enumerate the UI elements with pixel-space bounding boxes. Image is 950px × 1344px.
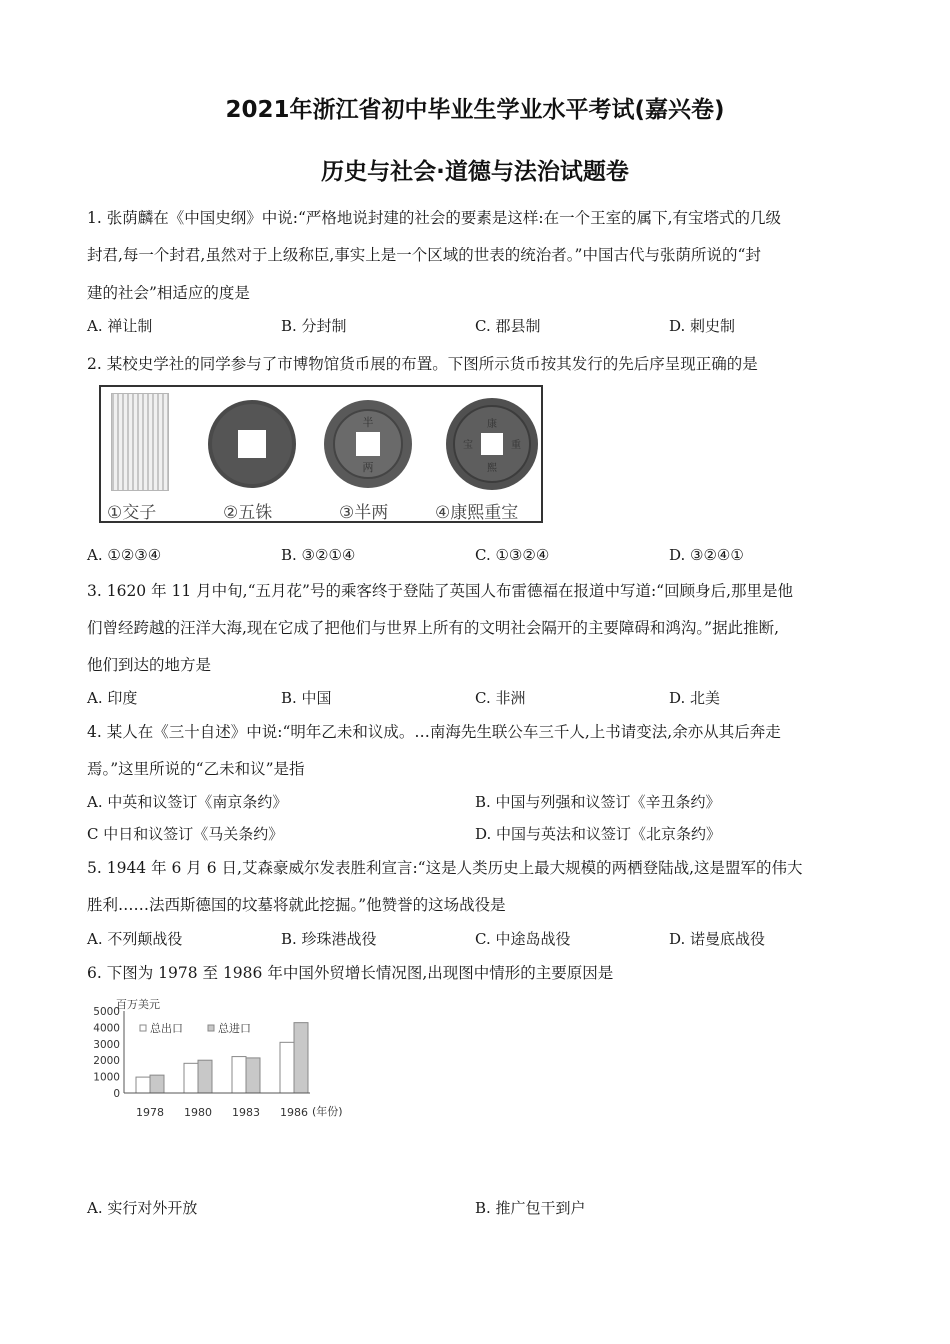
q2-option-d: D. ③②④① xyxy=(669,546,744,564)
bar-import xyxy=(198,1060,212,1093)
q6-option-a: A. 实行对外开放 xyxy=(87,1199,198,1217)
x-tick-label: 1983 xyxy=(232,1106,260,1119)
q2-option-b: B. ③②①④ xyxy=(281,546,356,564)
q3-line-1: 3. 1620 年 11 月中旬,“五月花”号的乘客终于登陆了英国人布雷德福在报道中写道:“回顾身后,那里是他 xyxy=(87,582,794,600)
svg-text:康: 康 xyxy=(487,419,497,430)
jiaozi-note-image xyxy=(111,393,169,491)
bar-export xyxy=(280,1042,294,1093)
banliang-coin-image xyxy=(323,399,413,489)
q3-line-3: 他们到达的地方是 xyxy=(87,656,212,674)
q4-line-2: 焉。”这里所说的“乙未和议”是指 xyxy=(87,760,305,778)
chart-y-label: 百万美元 xyxy=(116,998,160,1011)
q4-option-d: D. 中国与英法和议签订《北京条约》 xyxy=(475,825,722,843)
coin-label-wuzhu: ②五铢 xyxy=(223,503,273,523)
trade-bar-chart xyxy=(88,995,358,1125)
svg-text:半: 半 xyxy=(362,416,374,429)
q1-option-b: B. 分封制 xyxy=(281,317,347,335)
x-tick-label: 1978 xyxy=(136,1106,164,1119)
q5-option-d: D. 诺曼底战役 xyxy=(669,930,766,948)
q1-option-d: D. 刺史制 xyxy=(669,317,736,335)
svg-text:熙: 熙 xyxy=(487,463,497,474)
q5-option-c: C. 中途岛战役 xyxy=(475,930,571,948)
legend-label: 总出口 xyxy=(150,1022,183,1035)
legend-label: 总进口 xyxy=(218,1022,251,1035)
coin-label-banliang: ③半两 xyxy=(339,503,389,523)
q2-option-c: C. ①③②④ xyxy=(475,546,550,564)
y-tick-label: 2000 xyxy=(93,1055,120,1068)
q5-line-1: 5. 1944 年 6 月 6 日,艾森豪威尔发表胜利宣言:“这是人类历史上最大规模的两栖登陆战,这是盟军的伟大 xyxy=(87,859,803,877)
x-tick-label: 1980 xyxy=(184,1106,212,1119)
q6-option-b: B. 推广包干到户 xyxy=(475,1199,586,1217)
coin-label-kangxi: ④康熙重宝 xyxy=(435,503,519,523)
q4-option-a: A. 中英和议签订《南京条约》 xyxy=(87,793,288,811)
y-tick-label: 5000 xyxy=(93,1006,120,1018)
y-tick-label: 4000 xyxy=(93,1022,120,1035)
q2-option-a: A. ①②③④ xyxy=(87,546,162,564)
svg-text:两: 两 xyxy=(362,461,374,474)
chart-x-label: (年份) xyxy=(312,1105,343,1118)
svg-text:重: 重 xyxy=(511,440,521,451)
legend-swatch xyxy=(208,1025,214,1031)
q2-line-1: 2. 某校史学社的同学参与了市博物馆货币展的布置。下图所示货币按其发行的先后序呈现正确的是 xyxy=(87,355,758,373)
q5-option-b: B. 珍珠港战役 xyxy=(281,930,377,948)
q4-option-b: B. 中国与列强和议签订《辛丑条约》 xyxy=(475,793,721,811)
q3-option-a: A. 印度 xyxy=(87,689,138,707)
coin-figure xyxy=(99,385,543,523)
y-tick-label: 1000 xyxy=(93,1071,120,1084)
x-tick-label: 1986 xyxy=(280,1106,308,1119)
bar-export xyxy=(136,1077,150,1093)
q1-line-3: 建的社会”相适应的度是 xyxy=(87,284,250,302)
q5-line-2: 胜利……法西斯德国的坟墓将就此挖掘。”他赞誉的这场战役是 xyxy=(87,896,506,914)
bar-import xyxy=(294,1023,308,1093)
q4-option-c: C 中日和议签订《马关条约》 xyxy=(87,825,284,843)
q3-line-2: 们曾经跨越的汪洋大海,现在它成了把他们与世界上所有的文明社会隔开的主要障碍和鸿沟。”据此推断, xyxy=(87,619,780,637)
q4-line-1: 4. 某人在《三十自述》中说:“明年乙未和议成。…南海先生联公车三千人,上书请变法,余亦从其后奔走 xyxy=(87,723,781,741)
q1-option-c: C. 郡县制 xyxy=(475,317,541,335)
q3-option-d: D. 北美 xyxy=(669,689,721,707)
bar-export xyxy=(184,1063,198,1093)
wuzhu-coin-image xyxy=(207,399,297,489)
y-tick-label: 3000 xyxy=(93,1038,120,1051)
exam-title: 2021年浙江省初中毕业生学业水平考试(嘉兴卷) xyxy=(225,97,725,123)
q1-line-1: 1. 张荫麟在《中国史纲》中说:“严格地说封建的社会的要素是这样:在一个王室的属下,有宝塔式的几级 xyxy=(87,209,782,227)
svg-text:宝: 宝 xyxy=(463,440,473,451)
exam-subtitle: 历史与社会·道德与法治试题卷 xyxy=(321,159,629,185)
q5-option-a: A. 不列颠战役 xyxy=(87,930,183,948)
kangxi-coin-image xyxy=(445,397,539,491)
bar-import xyxy=(246,1058,260,1093)
bar-import xyxy=(150,1075,164,1093)
q3-option-c: C. 非洲 xyxy=(475,689,526,707)
bar-export xyxy=(232,1057,246,1093)
q1-line-2: 封君,每一个封君,虽然对于上级称臣,事实上是一个区域的世表的统治者。”中国古代与张荫所说的“封 xyxy=(87,246,761,264)
q1-option-a: A. 禅让制 xyxy=(87,317,153,335)
q6-line-1: 6. 下图为 1978 至 1986 年中国外贸增长情况图,出现图中情形的主要原因是 xyxy=(87,964,614,982)
legend-swatch xyxy=(140,1025,146,1031)
q3-option-b: B. 中国 xyxy=(281,689,332,707)
coin-label-jiaozi: ①交子 xyxy=(107,503,157,523)
y-tick-label: 0 xyxy=(113,1088,120,1100)
